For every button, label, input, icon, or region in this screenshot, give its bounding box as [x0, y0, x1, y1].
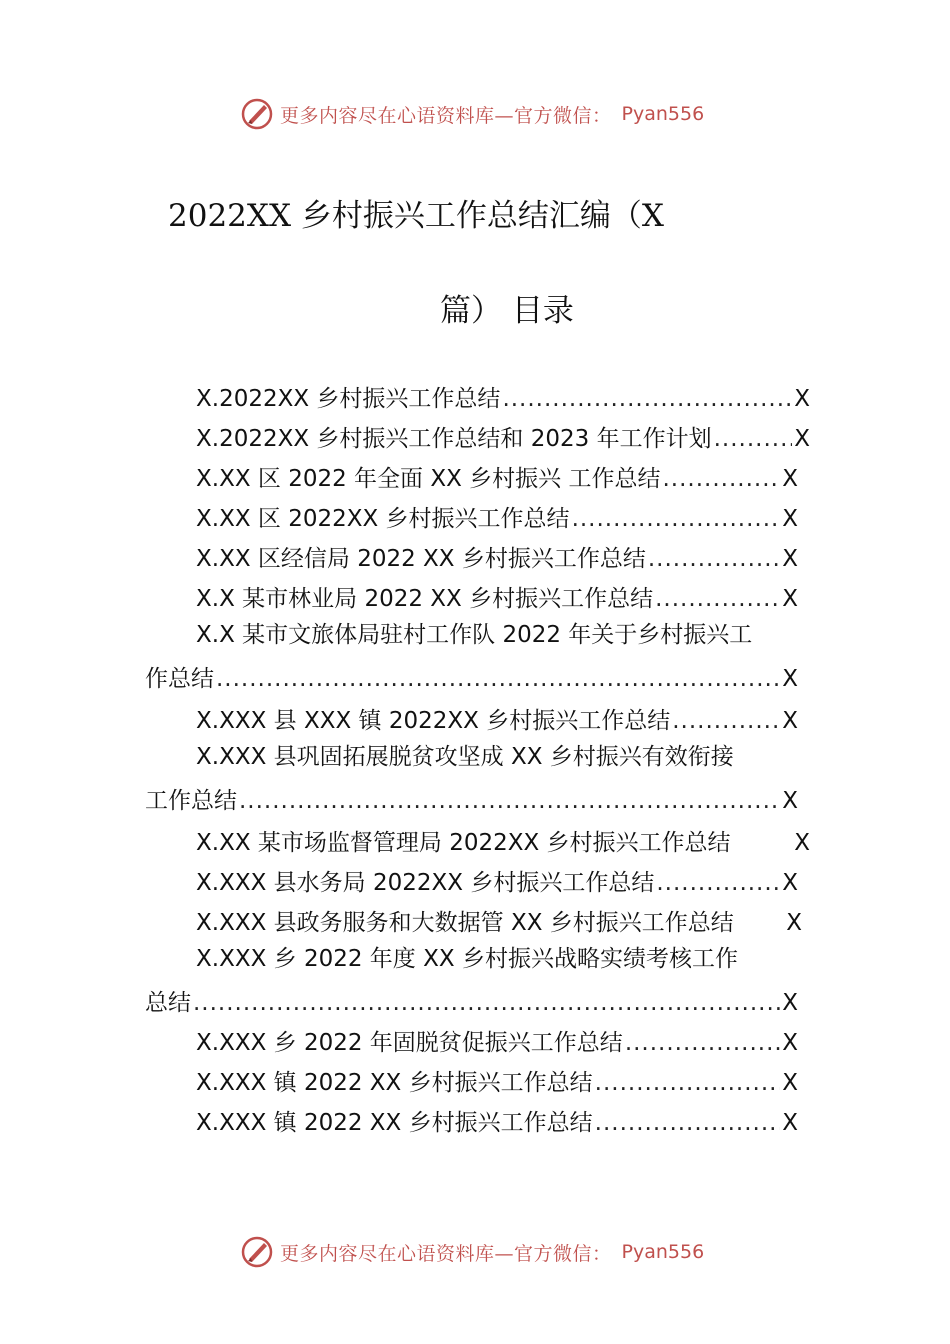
toc-entry-page: X	[782, 506, 798, 532]
toc-entry-continuation[interactable]	[145, 660, 798, 690]
watermark-text: 更多内容尽在心语资料库—官方微信：	[280, 104, 612, 127]
toc-leader-dots	[648, 546, 780, 572]
toc-entry-page: X	[782, 1030, 798, 1056]
toc-entry-title-cont: 工作总结	[145, 788, 237, 814]
watermark-wechat-id: Pyan556	[621, 103, 705, 125]
toc-entry-title: X.X 某市林业局 2022 XX 乡村振兴工作总结	[196, 586, 654, 612]
header-watermark	[240, 97, 760, 131]
toc-entry-title: X.XXX 县 XXX 镇 2022XX 乡村振兴工作总结	[196, 708, 671, 734]
toc-entry-continuation[interactable]	[145, 984, 798, 1014]
toc-entry-title: X.XX 区经信局 2022 XX 乡村振兴工作总结	[196, 546, 646, 572]
toc-entry[interactable]	[196, 380, 810, 410]
toc-leader-dots	[193, 990, 780, 1016]
watermark-wechat-id: Pyan556	[621, 1241, 705, 1263]
toc-entry[interactable]	[196, 1024, 798, 1054]
toc-entry-first-line[interactable]: X.X 某市文旅体局驻村工作队 2022 年关于乡村振兴工	[196, 622, 753, 648]
toc-leader-dots	[672, 708, 780, 734]
toc-entry-page: X	[782, 466, 798, 492]
watermark-text: 更多内容尽在心语资料库—官方微信：	[280, 1242, 612, 1265]
toc-entry-page: X	[794, 426, 810, 452]
toc-entry[interactable]	[196, 824, 810, 854]
toc-leader-dots	[663, 466, 781, 492]
toc-entry[interactable]	[196, 500, 798, 530]
logo-icon	[240, 97, 274, 131]
toc-entry[interactable]	[196, 904, 802, 934]
document-title-line-1: 2022XX 乡村振兴工作总结汇编（X	[168, 198, 664, 234]
toc-entry-title-cont: 总结	[145, 990, 191, 1016]
toc-entry-page: X	[782, 870, 798, 896]
toc-entry-page: X	[782, 708, 798, 734]
toc-entry[interactable]	[196, 540, 798, 570]
toc-entry-title: X.XXX 乡 2022 年固脱贫促振兴工作总结	[196, 1030, 623, 1056]
footer-watermark	[240, 1235, 760, 1269]
toc-leader-dots	[572, 506, 781, 532]
toc-entry[interactable]	[196, 1104, 798, 1134]
toc-leader-dots	[655, 586, 780, 612]
toc-leader-dots	[656, 870, 780, 896]
toc-leader-dots	[595, 1110, 781, 1136]
toc-leader-dots	[239, 788, 780, 814]
toc-entry-first-line[interactable]: X.XXX 乡 2022 年度 XX 乡村振兴战略实绩考核工作	[196, 946, 738, 972]
toc-entry-page: X	[782, 666, 798, 692]
toc-entry-page: X	[782, 788, 798, 814]
toc-entry-page: X	[794, 386, 810, 412]
toc-entry-title: X.XXX 县水务局 2022XX 乡村振兴工作总结	[196, 870, 655, 896]
toc-entry-title: X.XX 某市场监督管理局 2022XX 乡村振兴工作总结	[196, 830, 731, 856]
toc-entry-page: X	[782, 546, 798, 572]
toc-entry-title: X.XXX 县政务服务和大数据管 XX 乡村振兴工作总结	[196, 910, 734, 936]
toc-entry[interactable]	[196, 580, 798, 610]
toc-entry-page: X	[782, 586, 798, 612]
toc-leader-dots	[502, 386, 792, 412]
toc-leader-dots	[714, 426, 793, 452]
toc-entry[interactable]	[196, 1064, 798, 1094]
toc-entry-page: X	[782, 1110, 798, 1136]
toc-entry-first-line[interactable]: X.XXX 县巩固拓展脱贫攻坚成 XX 乡村振兴有效衔接	[196, 744, 734, 770]
toc-entry-title-cont: 作总结	[145, 666, 214, 692]
toc-entry-page: X	[782, 1070, 798, 1096]
toc-entry-page: X	[794, 830, 810, 856]
toc-entry[interactable]	[196, 420, 810, 450]
toc-entry-title: X.XX 区 2022 年全面 XX 乡村振兴 工作总结	[196, 466, 661, 492]
toc-entry-continuation[interactable]	[145, 782, 798, 812]
toc-entry-page: X	[782, 990, 798, 1016]
toc-leader-dots	[625, 1030, 780, 1056]
toc-entry-title: X.XX 区 2022XX 乡村振兴工作总结	[196, 506, 570, 532]
toc-entry-title: X.2022XX 乡村振兴工作总结和 2023 年工作计划	[196, 426, 712, 452]
toc-entry[interactable]	[196, 702, 798, 732]
toc-entry-title: X.XXX 镇 2022 XX 乡村振兴工作总结	[196, 1070, 593, 1096]
toc-entry-title: X.2022XX 乡村振兴工作总结	[196, 386, 501, 412]
logo-icon	[240, 1235, 274, 1269]
toc-entry-page: X	[786, 910, 802, 936]
document-title-line-2: 篇） 目录	[440, 293, 574, 329]
toc-entry[interactable]	[196, 460, 798, 490]
toc-entry-title: X.XXX 镇 2022 XX 乡村振兴工作总结	[196, 1110, 593, 1136]
toc-leader-dots	[216, 666, 780, 692]
toc-leader-dots	[595, 1070, 781, 1096]
toc-entry[interactable]	[196, 864, 798, 894]
